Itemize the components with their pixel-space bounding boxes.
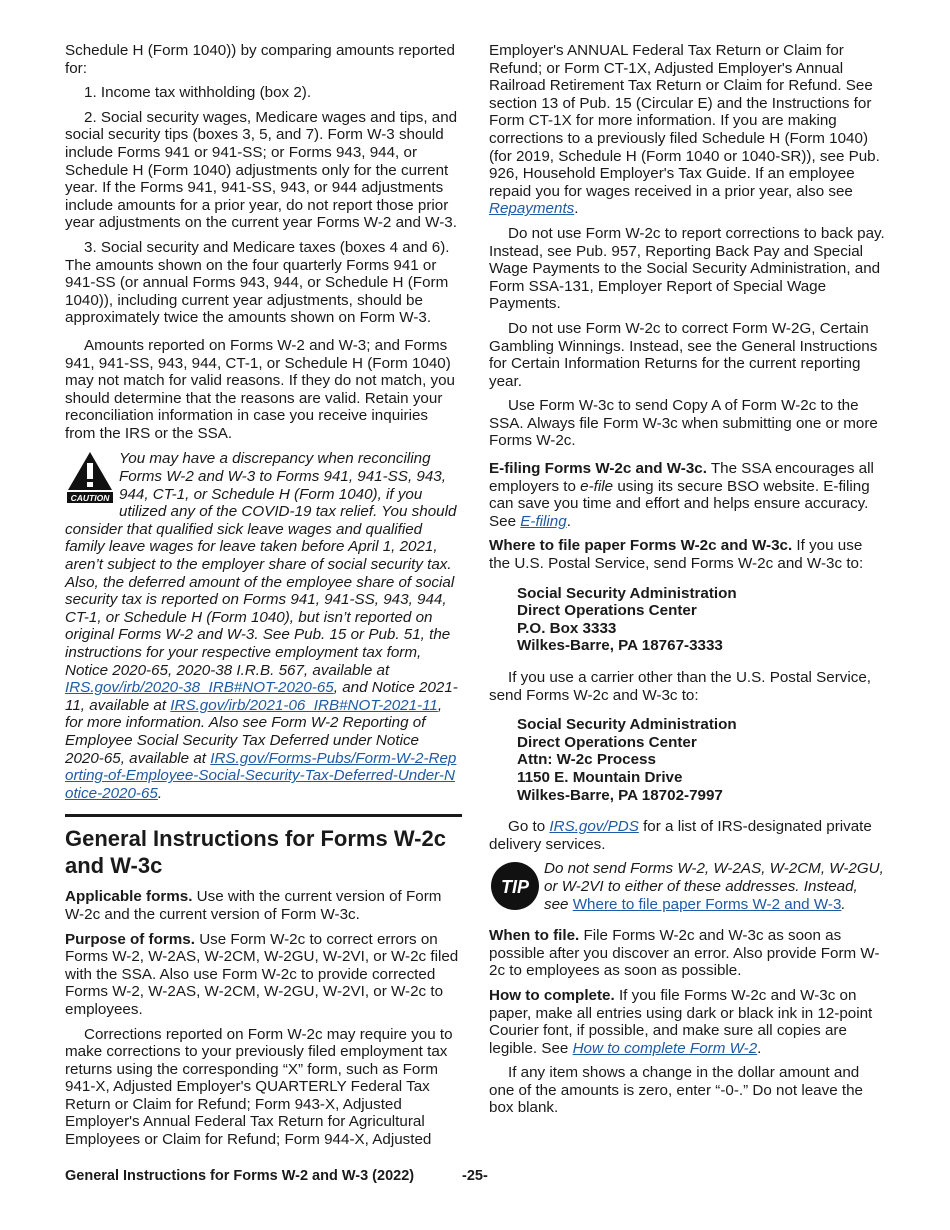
how-to-complete-end: . xyxy=(757,1039,762,1057)
where-to-file-paragraph xyxy=(489,537,885,572)
purpose-text: Use Form W-2c to correct errors on Forms W-2, W-2AS, W-2CM, W-2GU, W-2VI, or W-2c filed with the SSA. Also use Form W-2c to provide corrected Forms W-2, W-2AS, W-2CM, W-2GU, W-2VI, or W-2c to employees. xyxy=(65,930,459,1018)
address-line: Social Security Administration xyxy=(517,584,737,602)
link-notice-2020-65[interactable]: IRS.gov/irb/2020-38_IRB#NOT-2020-65 xyxy=(65,679,334,697)
how-to-complete-paragraph xyxy=(489,987,885,1057)
efiling-lead: E-filing Forms W-2c and W-3c. xyxy=(489,460,707,478)
where-to-file-lead: Where to file paper Forms W-2c and W-3c. xyxy=(489,537,793,555)
list-item-1: 1. Income tax withholding (box 2). xyxy=(84,84,312,102)
efiling-paragraph xyxy=(489,460,885,530)
address-line: Direct Operations Center xyxy=(517,733,697,751)
continued-end: . xyxy=(574,200,579,218)
address-line: Wilkes-Barre, PA 18767-3333 xyxy=(517,637,723,655)
how-to-complete-text: If you file Forms W-2c and W-3c on paper, make all entries using dark or black ink in 12-point Courier font, if possible, and make sure all copies are legible. See xyxy=(489,986,873,1057)
carrier-paragraph: If you use a carrier other than the U.S. Postal Service, send Forms W-2c and W-3c to: xyxy=(489,669,871,704)
back-pay-paragraph: Do not use Form W-2c to report corrections to back pay. Instead, see Pub. 957, Reporting Back Pay and Special Wage Payments to the Social Security Administration, and Form SSA-131, Employer Report of Special Wage Payments. xyxy=(489,224,885,313)
tip-text: Do not send Forms W-2, W-2AS, W-2CM, W-2GU, or W-2VI to either of these addresses. Instead, see xyxy=(544,860,884,913)
w3c-paragraph: Use Form W-3c to send Copy A of Form W-2c to the SSA. Always file Form W-3c when submitting one or more Forms W-2c. xyxy=(489,397,878,450)
caution-callout xyxy=(65,450,462,802)
link-repayments[interactable]: Repayments xyxy=(489,200,575,218)
carrier-address-block xyxy=(517,716,885,804)
link-where-to-file-w2[interactable]: Where to file paper Forms W-2 and W-3 xyxy=(572,895,842,913)
caution-text-3: , for more information. Also see Form W-2 Reporting of Employee Social Security Tax Deferred under Notice 2020-65, available at xyxy=(65,696,443,767)
caution-icon-label: CAUTION xyxy=(70,493,110,504)
list-item-3: 3. Social security and Medicare taxes (boxes 4 and 6). The amounts shown on the four quarterly Forms 941 or 941-SS (or annual Forms 943, 944, or Schedule H (Form 1040)), including current year adjustments, should be approximately twice the amounts shown on Form W-3. xyxy=(65,238,450,327)
continued-paragraph xyxy=(489,42,885,218)
footer-title: General Instructions for Forms W-2 and W-3 (2022) xyxy=(65,1168,415,1184)
tip-icon xyxy=(489,860,541,912)
when-to-file-lead: When to file. xyxy=(489,927,580,945)
address-line: Attn: W-2c Process xyxy=(517,751,656,769)
when-to-file-paragraph xyxy=(489,927,885,980)
purpose-paragraph xyxy=(65,931,462,1019)
tip-callout xyxy=(489,860,885,913)
link-e-filing[interactable]: E-filing xyxy=(520,512,567,530)
amounts-paragraph: Amounts reported on Forms W-2 and W-3; and Forms 941, 941-SS, 943, 944, CT-1, or Schedule H (Form 1040) may not match for valid reasons. If they do not match, you should determine that the reasons are valid. Retain your reconciliation information in case you receive inquiries from the IRS or the SSA. xyxy=(65,336,456,442)
purpose-lead: Purpose of forms. xyxy=(65,930,195,948)
left-column xyxy=(65,42,462,1156)
efiling-text-2: using its secure BSO website. E-filing can save you time and effort and helps ensure accuracy. See xyxy=(489,477,870,530)
page-number: -25- xyxy=(462,1168,488,1184)
address-line: P.O. Box 3333 xyxy=(517,619,617,637)
address-line: Wilkes-Barre, PA 18702-7997 xyxy=(517,786,723,804)
tip-end: . xyxy=(841,895,846,913)
how-to-complete-lead: How to complete. xyxy=(489,986,615,1004)
list-item-2: 2. Social security wages, Medicare wages and tips, and social security tips (boxes 3, 5, and 7). Form W-3 should include Forms 941 or 941-SS; or Forms 943, 944, or Schedule H (Form 1040) adjustments only for the current year. If the Forms 941, 941-SS, 943, or 944 adjustments include amounts for a prior year, do not report those prior year adjustments on the current year Forms W-2 and W-3. xyxy=(65,108,458,232)
applicable-forms-text: Use with the current version of Form W-2c and the current version of Form W-3c. xyxy=(65,888,442,923)
address-line: Direct Operations Center xyxy=(517,602,697,620)
address-line: Social Security Administration xyxy=(517,716,737,734)
pds-paragraph xyxy=(489,818,885,853)
pds-text-2: for a list of IRS-designated private delivery services. xyxy=(489,818,872,853)
link-form-w2-deferred[interactable]: IRS.gov/Forms-Pubs/Form-W-2-Reporting-of-Employee-Social-Security-Tax-Deferred-Under-Notice-2020-65 xyxy=(65,749,457,802)
efiling-text-3: . xyxy=(566,512,571,530)
caution-text-4: . xyxy=(157,784,163,802)
link-notice-2021-11[interactable]: IRS.gov/irb/2021-06_IRB#NOT-2021-11 xyxy=(170,696,438,714)
when-to-file-text: File Forms W-2c and W-3c as soon as possible after you discover an error. Also provide Form W-2c to employees as soon as possible. xyxy=(489,927,880,980)
section-heading: General Instructions for Forms W-2c and W-3c xyxy=(65,826,446,879)
postal-address-block xyxy=(517,585,885,655)
intro-paragraph: Schedule H (Form 1040)) by comparing amounts reported for: xyxy=(65,42,455,77)
w2g-paragraph: Do not use Form W-2c to correct Form W-2G, Certain Gambling Winnings. Instead, see the General Instructions for Certain Information Returns for the current reporting year. xyxy=(489,319,878,390)
caution-text-1: You may have a discrepancy when reconciling Forms W-2 and W-3 to Forms 941, 941-SS, 943, 944, CT-1, or Schedule H (Form 1040), if you utilized any of the COVID-19 tax relief. You should consider that qualified sick leave wages and qualified family leave wages for leave taken before April 1, 2021, aren’t subject to the employer share of social security tax. Also, the deferred amount of the employee share of social security tax is reported on Forms 941, 941-SS, 943, 944, CT-1, or Schedule H (Form 1040), but isn’t reported on original Forms W-2 and W-3. See Pub. 15 or Pub. 51, the instructions for your respective employment tax form, Notice 2020-65, 2020-38 I.R.B. 567, available at xyxy=(65,450,457,679)
heading-divider xyxy=(65,814,462,817)
pds-text-1: Go to xyxy=(508,818,550,836)
tip-icon-label: TIP xyxy=(500,877,530,898)
efiling-em: e-file xyxy=(580,477,614,495)
efiling-text-1: The SSA encourages all employers to xyxy=(489,460,874,495)
address-line: 1150 E. Mountain Drive xyxy=(517,768,683,786)
caution-icon xyxy=(65,450,115,506)
link-irs-pds[interactable]: IRS.gov/PDS xyxy=(549,818,639,836)
caution-text-2: , and Notice 2021-11, available at xyxy=(65,679,458,714)
applicable-forms-lead: Applicable forms. xyxy=(65,888,193,906)
applicable-forms-paragraph xyxy=(65,888,462,923)
right-column xyxy=(489,42,885,1124)
where-to-file-text: If you use the U.S. Postal Service, send Forms W-2c and W-3c to: xyxy=(489,537,864,573)
corrections-paragraph: Corrections reported on Form W-2c may require you to make corrections to your previously filed employment tax returns using the corresponding “X” form, such as Form 941-X, Adjusted Employer's QUARTERLY Federal Tax Return or Claim for Refund; Form 943-X, Adjusted Employer's Annual Federal Tax Return for Agricultural Employees or Claim for Refund; Form 944-X, Adjusted xyxy=(65,1025,453,1149)
zero-amount-paragraph: If any item shows a change in the dollar amount and one of the amounts is zero, enter “-0-.” Do not leave the box blank. xyxy=(489,1064,863,1117)
continued-text: Employer's ANNUAL Federal Tax Return or Claim for Refund; or Form CT-1X, Adjusted Employer's Annual Railroad Retirement Tax Return or Claim for Refund. See section 13 of Pub. 15 (Circular E) and the Instructions for Form CT-1X for more information. If you are making corrections to a previously filed Schedule H (Form 1040) (for 2019, Schedule H (Form 1040 or 1040-SR)), see Pub. 926, Household Employer's Tax Guide. If an employee repaid you for wages received in a prior year, also see xyxy=(489,42,880,200)
page-footer xyxy=(65,1168,885,1188)
link-how-to-complete-w2[interactable]: How to complete Form W-2 xyxy=(572,1039,758,1057)
